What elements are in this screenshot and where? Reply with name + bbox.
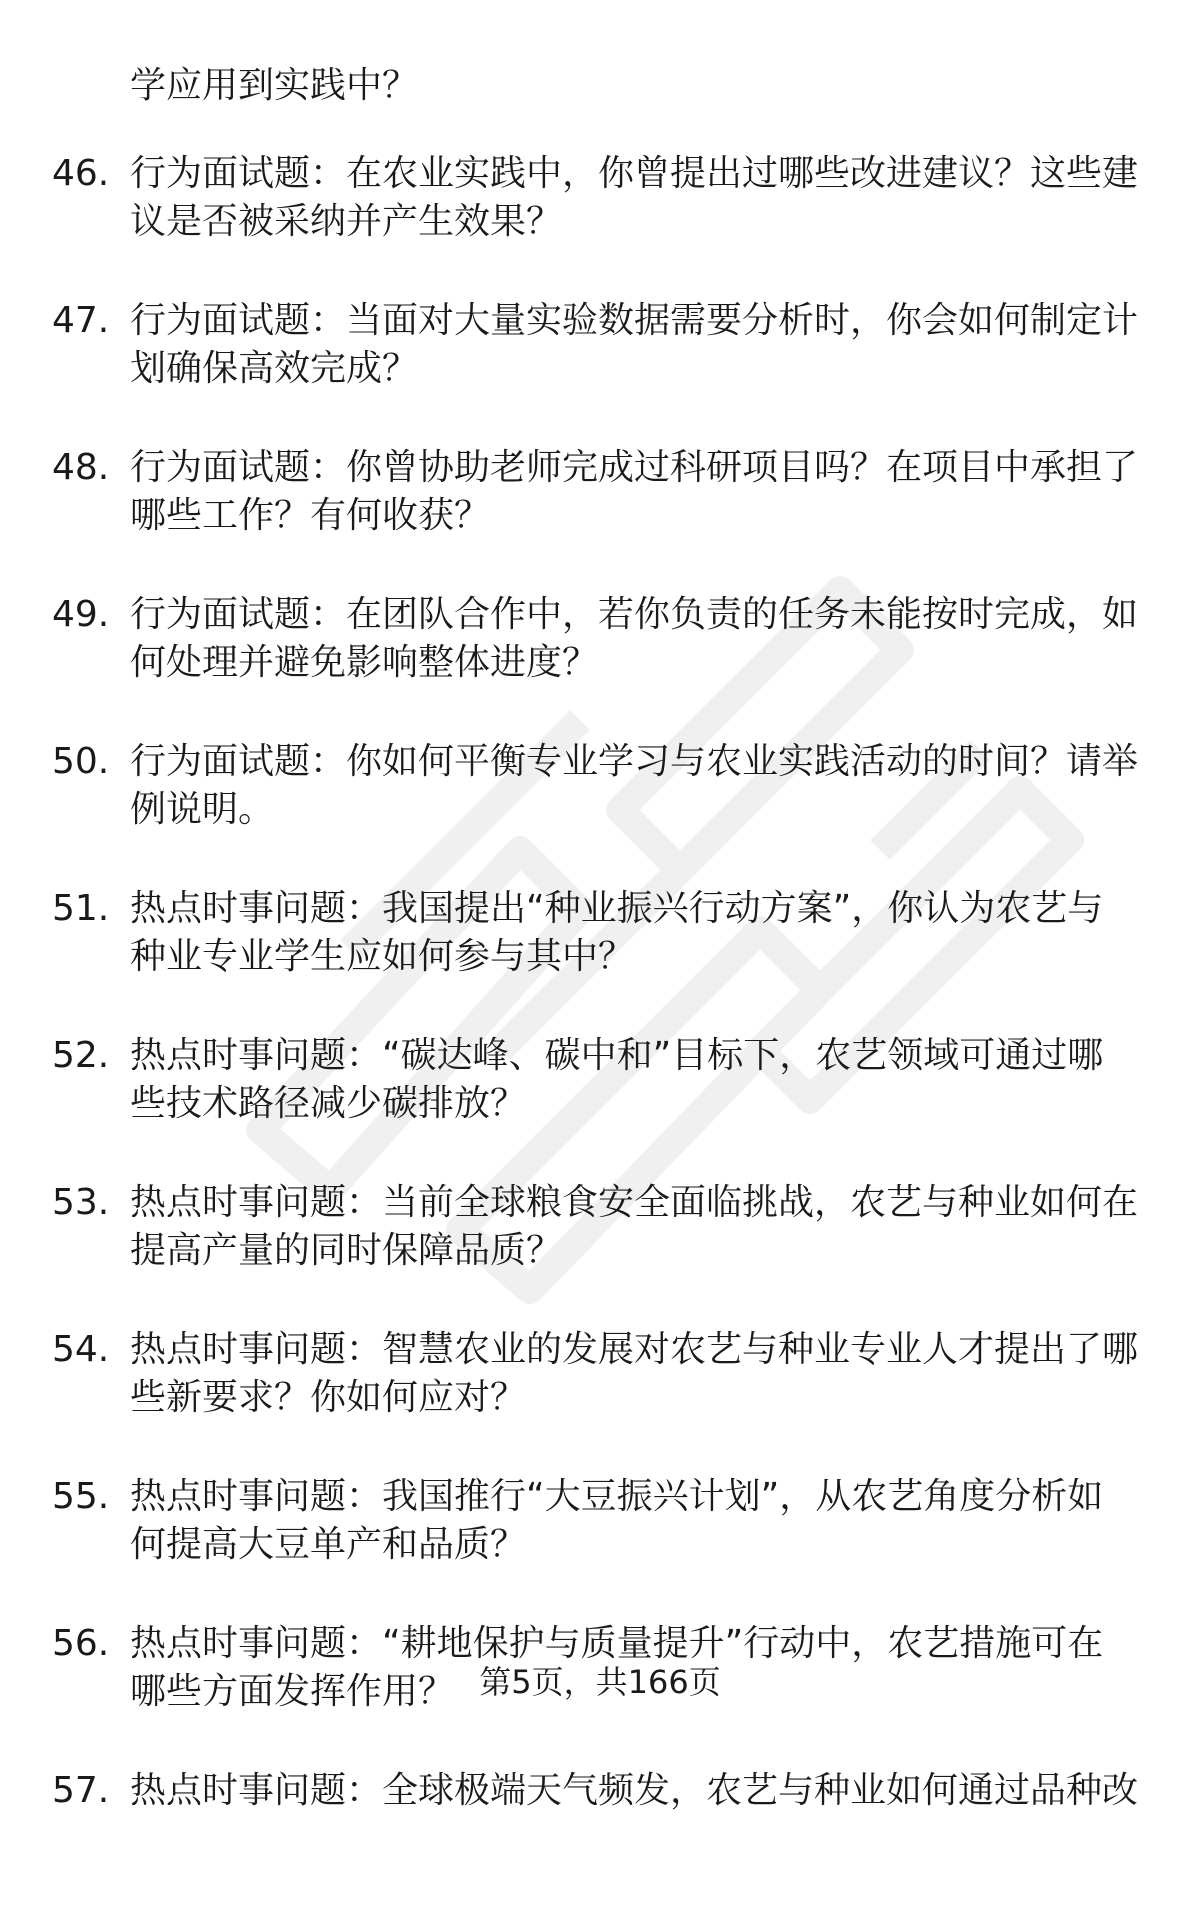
question-text-line: 热点时事问题：全球极端天气频发，农艺与种业如何通过品种改 bbox=[130, 1770, 1139, 1811]
question-text-line: 划确保高效完成？ bbox=[130, 348, 419, 389]
question-item bbox=[0, 1767, 1200, 1914]
question-number: 53. bbox=[52, 1182, 110, 1223]
question-text-line: 种业专业学生应如何参与其中？ bbox=[130, 936, 635, 977]
question-text-line: 提高产量的同时保障品质？ bbox=[130, 1230, 563, 1271]
question-item bbox=[0, 738, 1200, 885]
question-text-line: 行为面试题：在农业实践中，你曾提出过哪些改进建议？这些建 bbox=[130, 153, 1139, 194]
question-item bbox=[0, 150, 1200, 297]
question-text-line: 热点时事问题：当前全球粮食安全面临挑战，农艺与种业如何在 bbox=[130, 1182, 1139, 1223]
question-list bbox=[0, 150, 1200, 1914]
question-text-line: 热点时事问题：我国推行“大豆振兴计划”，从农艺角度分析如 bbox=[130, 1476, 1104, 1517]
question-item bbox=[0, 1032, 1200, 1179]
question-item bbox=[0, 885, 1200, 1032]
question-item bbox=[0, 591, 1200, 738]
question-text-line: 议是否被采纳并产生效果？ bbox=[130, 201, 563, 242]
question-text-line: 哪些工作？有何收获？ bbox=[130, 495, 491, 536]
question-text-line: 些新要求？你如何应对？ bbox=[130, 1377, 527, 1418]
question-item bbox=[0, 444, 1200, 591]
question-number: 47. bbox=[52, 300, 110, 341]
question-number: 50. bbox=[52, 741, 110, 782]
question-item bbox=[0, 1473, 1200, 1620]
question-number: 48. bbox=[52, 447, 110, 488]
question-number: 49. bbox=[52, 594, 110, 635]
question-text-line: 热点时事问题：我国提出“种业振兴行动方案”，你认为农艺与 bbox=[130, 888, 1104, 929]
question-number: 57. bbox=[52, 1770, 110, 1811]
page-footer: 第5页，共166页 bbox=[479, 1663, 721, 1701]
question-item bbox=[0, 1326, 1200, 1473]
question-item bbox=[0, 1179, 1200, 1326]
question-number: 54. bbox=[52, 1329, 110, 1370]
question-text-line: 何处理并避免影响整体进度？ bbox=[130, 642, 599, 683]
question-number: 51. bbox=[52, 888, 110, 929]
question-text-line: 哪些方面发挥作用？ bbox=[130, 1671, 455, 1712]
question-text-line: 热点时事问题：“耕地保护与质量提升”行动中，农艺措施可在 bbox=[130, 1623, 1104, 1664]
continuation-line: 学应用到实践中？ bbox=[130, 65, 419, 106]
question-number: 56. bbox=[52, 1623, 110, 1664]
question-text-line: 行为面试题：在团队合作中，若你负责的任务未能按时完成，如 bbox=[130, 594, 1139, 635]
question-text-line: 行为面试题：当面对大量实验数据需要分析时，你会如何制定计 bbox=[130, 300, 1139, 341]
question-number: 52. bbox=[52, 1035, 110, 1076]
question-text-line: 些技术路径减少碳排放？ bbox=[130, 1083, 527, 1124]
question-number: 46. bbox=[52, 153, 110, 194]
question-text-line: 热点时事问题：智慧农业的发展对农艺与种业专业人才提出了哪 bbox=[130, 1329, 1139, 1370]
question-text-line: 何提高大豆单产和品质？ bbox=[130, 1524, 527, 1565]
question-text-line: 热点时事问题：“碳达峰、碳中和”目标下，农艺领域可通过哪 bbox=[130, 1035, 1104, 1076]
question-item bbox=[0, 297, 1200, 444]
question-text-line: 例说明。 bbox=[130, 789, 275, 830]
question-number: 55. bbox=[52, 1476, 110, 1517]
question-text-line: 行为面试题：你曾协助老师完成过科研项目吗？在项目中承担了 bbox=[130, 447, 1139, 488]
question-text-line: 行为面试题：你如何平衡专业学习与农业实践活动的时间？请举 bbox=[130, 741, 1139, 782]
